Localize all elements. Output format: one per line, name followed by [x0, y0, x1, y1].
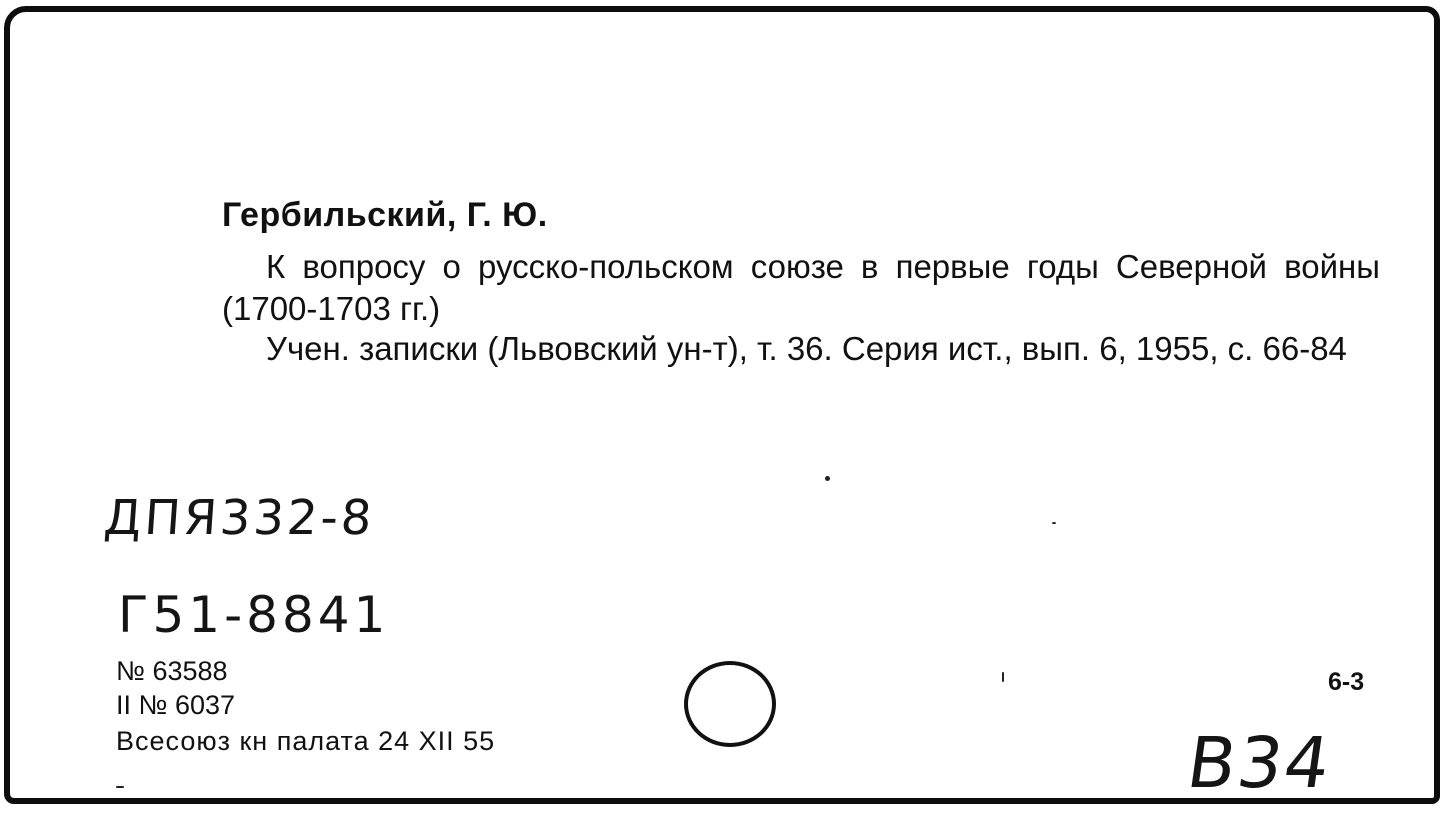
ink-speck — [116, 786, 124, 788]
ink-speck — [1002, 672, 1004, 682]
book-chamber-line: Всесоюз кн палата 24 XII 55 — [116, 726, 496, 756]
handwritten-code: Г51-8841 — [118, 586, 390, 644]
punch-hole — [684, 661, 776, 747]
author-name: Гербильский, Г. Ю. — [222, 196, 548, 234]
record-number: № 63588 — [116, 656, 228, 686]
publication-source: Учен. записки (Львовский ун-т), т. 36. Серия ист., вып. 6, 1955, с. 66-84 — [266, 330, 1347, 367]
handwritten-b-number: В34 — [1182, 722, 1337, 804]
price-label: 6-3 — [1328, 668, 1365, 696]
work-title: К вопросу о русско-польском союзе в первые годы Северной войны (1700-1703 гг.) — [222, 248, 1380, 327]
ink-speck — [1052, 522, 1056, 524]
handwritten-shelfmark: ДПЯ332-8 — [102, 490, 377, 546]
second-number: II № 6037 — [116, 690, 236, 720]
ink-speck — [825, 476, 830, 481]
